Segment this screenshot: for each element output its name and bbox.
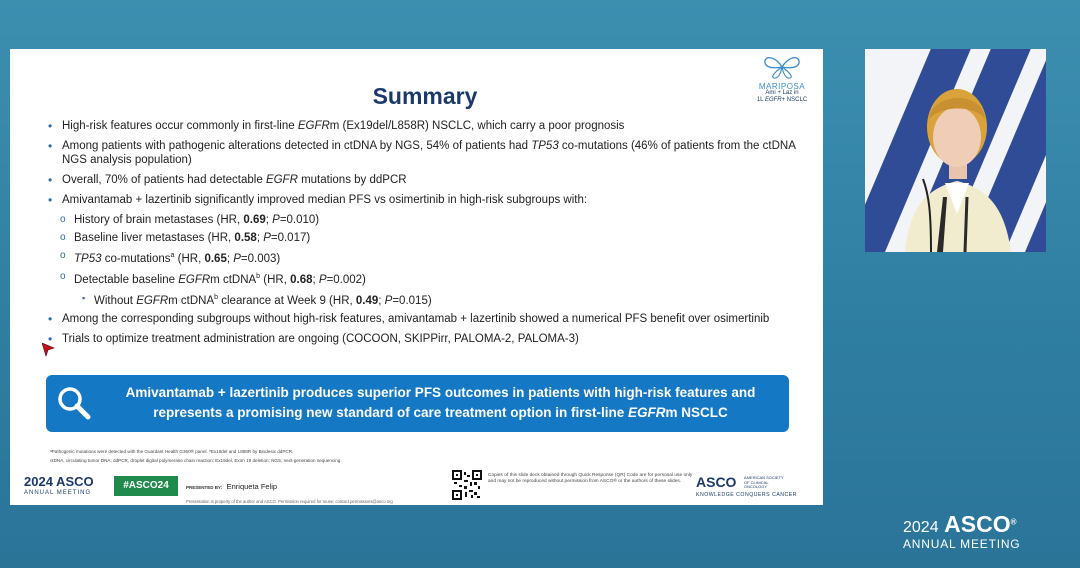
sub-brain-metastases: o History of brain metastases (HR, 0.69; P=0.010) <box>46 213 806 227</box>
qr-code-icon <box>452 470 482 500</box>
asco-annual-meeting-logo <box>903 511 1020 551</box>
qr-note: Copies of this slide deck obtained through Quick Response (QR) Code are for personal use only and may not be reproduced without permission from ASCO® or the authors of these slides. <box>488 473 693 484</box>
bullet-trials: • Trials to optimize treatment administration are ongoing (COCOON, SKIPPirr, PALOMA-2, PALOMA-3) <box>46 332 806 346</box>
bullet-corresponding-subgroups: • Among the corresponding subgroups without high-risk features, amivantamab + lazertinib showed a numerical PFS benefit over osimertinib <box>46 312 806 326</box>
footer-meeting: ANNUAL MEETING <box>24 490 92 496</box>
footnotes <box>50 447 342 465</box>
bullet-high-risk: • High-risk features occur commonly in first-line EGFRm (Ex19del/L858R) NSCLC, which carry a poor prognosis <box>46 119 806 133</box>
mariposa-logo <box>747 55 817 104</box>
property-note: Presentation is property of the author and ASCO. Permission required for reuse; contact permissions@asco.org <box>186 499 393 504</box>
subsub-ctdna-clearance: ▪ Without EGFRm ctDNA$^b$ clearance at Week 9 (HR, 0.49; P=0.015) <box>46 291 806 308</box>
summary-list <box>46 119 806 352</box>
speaker-video-frame <box>865 49 1046 252</box>
bullet-tp53: • Among patients with pathogenic alterations detected in ctDNA by NGS, 54% of patients had TP53 co-mutations (46% of patients from the ctDNA NGS analysis population) <box>46 139 806 167</box>
presenter-info <box>186 476 446 504</box>
sub-tp53-comutations: o TP53 co-mutations$^a$ (HR, 0.65; P=0.003) <box>46 249 806 266</box>
asco-society-name: AMERICAN SOCIETY OF CLINICAL ONCOLOGY <box>743 475 784 490</box>
footnote-1: ᵃPathogenic mutations were detected with the Guardant Health G360® panel. ᵇEx19del and L858R by Biodesix ddPCR. <box>50 449 294 454</box>
sub-liver-metastases: o Baseline liver metastases (HR, 0.58; P=0.017) <box>46 231 806 245</box>
mariposa-butterfly-icon <box>762 55 802 79</box>
search-icon <box>56 385 92 426</box>
cursor-icon <box>42 343 56 357</box>
footnote-2: ctDNA, circulating tumor DNA; ddPCR, droplet digital polymerase chain reaction; Ex19del, Exon 19 deletion; NGS, next-generation sequencing. <box>50 458 342 463</box>
footer-year: 2024 ASCO <box>24 474 94 489</box>
mariposa-name: MARIPOSA <box>758 82 806 91</box>
hashtag-badge: #ASCO24 <box>114 476 178 496</box>
slide-title: Summary <box>372 83 478 109</box>
brand-meeting: ANNUAL MEETING <box>903 537 1021 551</box>
presented-by-label: PRESENTED BY: <box>186 485 223 490</box>
brand-asco: ASCO <box>944 511 1011 537</box>
brand-reg: ® <box>1010 517 1017 527</box>
slide-footer <box>10 468 823 505</box>
sub-baseline-ctdna: o Detectable baseline EGFRm ctDNA$^b$ (HR, 0.68; P=0.002) <box>46 270 806 287</box>
presenter-name: Enriqueta Felip <box>226 482 278 491</box>
mariposa-line2: 1L EGFR+ NSCLC <box>756 97 808 103</box>
asco-tagline: KNOWLEDGE CONQUERS CANCER <box>696 492 797 498</box>
callout-text: Amivantamab + lazertinib produces superior PFS outcomes in patients with high-risk features and represents a promising new standard of care treatment option in first-line EGFRm NSCLC <box>125 385 756 420</box>
asco-wordmark: ASCO <box>696 474 737 490</box>
footer-asco-logo <box>24 474 102 496</box>
bullet-egfr-ddpcr: • Overall, 70% of patients had detectable EGFR mutations by ddPCR <box>46 173 806 187</box>
speaker-video <box>865 49 1046 252</box>
conclusion-callout <box>46 375 789 432</box>
asco-society-logo <box>696 474 821 498</box>
mariposa-line1: Ami + Laz in <box>765 90 799 96</box>
bullet-pfs-improved: • Amivantamab + lazertinib significantly improved median PFS vs osimertinib in high-risk subgroups with: <box>46 193 806 207</box>
brand-year: 2024 <box>903 519 939 536</box>
slide <box>10 49 823 505</box>
